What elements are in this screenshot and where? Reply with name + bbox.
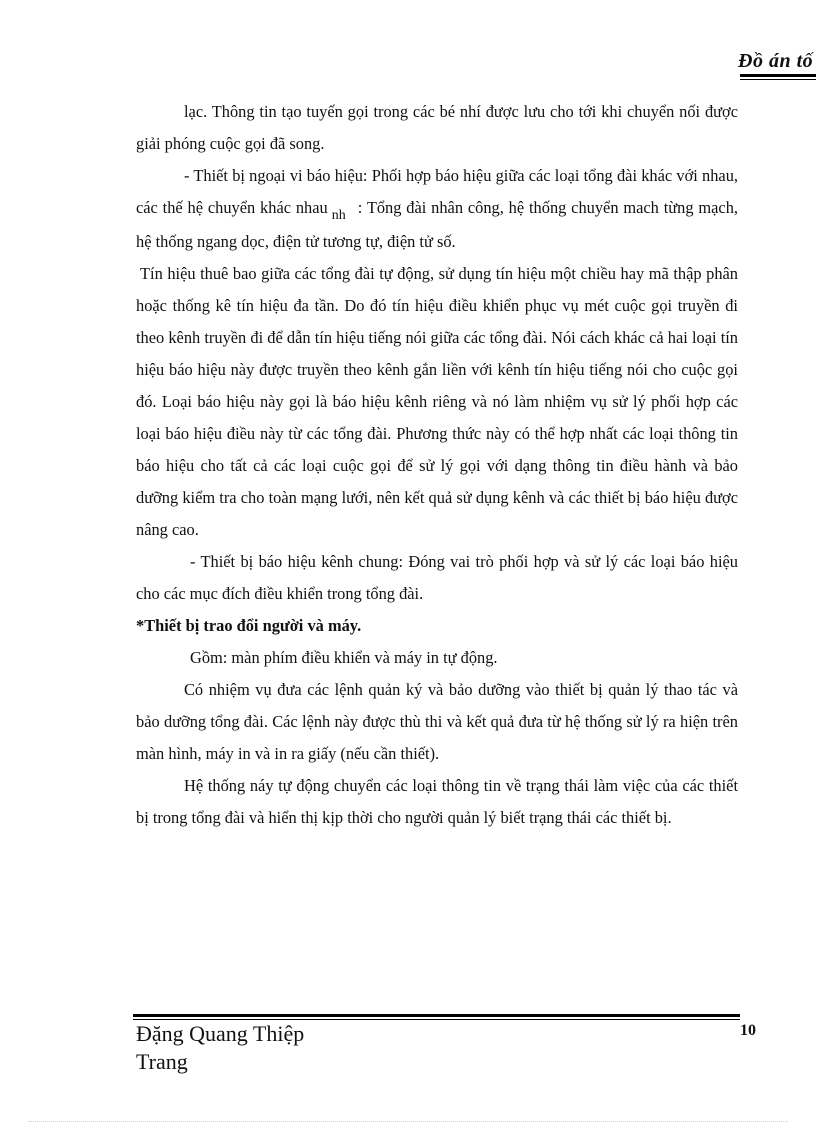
paragraph-subscriber-signaling: Tín hiệu thuê bao giữa các tổng đài tự động, sử dụng tín hiệu một chiều hay mã thập phân hoặc thống kê tín hiệu đa tần. Do đó tín hiệu điều khiển phục vụ mét cuộc gọi truyền đi theo kênh truyền đi để dẫn tín hiệu tiếng nói giữa các tổng đài. Nói cách khác cả hai loại tín hiệu báo hiệu này được truyền theo kênh gắn liền với kênh tín hiệu tiếng nói cho cuộc gọi đó. Loại báo hiệu này gọi là báo hiệu kênh riêng và nó làm nhiệm vụ sử lý phối hợp các loại báo hiệu điều này từ các tổng đài. Phương thức này có thể hợp nhất các loại thông tin báo hiệu cho tất cả các loại cuộc gọi để sử lý gọi với dạng thông tin điều hành và bảo dưỡng kiểm tra cho toàn mạng lưới, nên kết quả sử dụng kênh và các thiết bị báo hiệu được nâng cao.	[136, 264, 738, 539]
header-rule-thin	[740, 79, 816, 80]
author-name: Đặng Quang Thiệp	[136, 1021, 305, 1046]
subscript-note: nh	[331, 208, 346, 223]
page-bottom-border	[28, 1121, 788, 1122]
document-body	[136, 96, 738, 834]
footer-rule	[133, 1014, 740, 1017]
paragraph-status: Hệ thống náy tự động chuyển các loại thông tin về trạng thái làm việc của các thiết bị trong tổng đài và hiển thị kịp thời cho người quản lý biết trạng thái các thiết bị.	[136, 776, 738, 827]
paragraph-common-channel: - Thiết bị báo hiệu kênh chung: Đóng vai trò phối hợp và sử lý các loại báo hiệu cho các mục đích điều khiển trong tổng đài.	[136, 552, 738, 603]
header-title: Đồ án tố	[738, 50, 814, 72]
paragraph-text: : Tổng đài nhân công, hệ thống chuyển mach từng mạch, hệ thống ngang dọc, điện tử tương tự, điện tử số.	[136, 198, 738, 251]
author-page-label: Trang	[136, 1049, 188, 1074]
paragraph-continuation: lạc. Thông tin tạo tuyến gọi trong các bé nhí được lưu cho tới khi chuyển nối được giải phóng cuộc gọi đã song.	[136, 102, 738, 153]
page-number: 10	[740, 1022, 756, 1039]
footer-author	[136, 1020, 304, 1076]
paragraph-commands: Có nhiệm vụ đưa các lệnh quản ký và bảo dưỡng vào thiết bị quản lý thao tác và bảo dưỡng tổng đài. Các lệnh này được thù thi và kết quả đưa từ hệ thống sử lý ra hiện trên màn hình, máy in và in ra giấy (nếu cần thiết).	[136, 680, 738, 763]
header-rule	[740, 74, 816, 77]
paragraph-components: Gồm: màn phím điều khiển và máy in tự động.	[190, 648, 498, 667]
paragraph-text: - Thiết bị ngoại vi báo hiệu: Phối hợp báo hiệu giữa các loại tổng đài khác với nhau, các thế hệ chuyển khác nhau	[136, 166, 738, 217]
paragraph-signaling-peripherals	[136, 160, 738, 258]
section-heading: *Thiết bị trao đổi người và máy.	[136, 616, 362, 635]
